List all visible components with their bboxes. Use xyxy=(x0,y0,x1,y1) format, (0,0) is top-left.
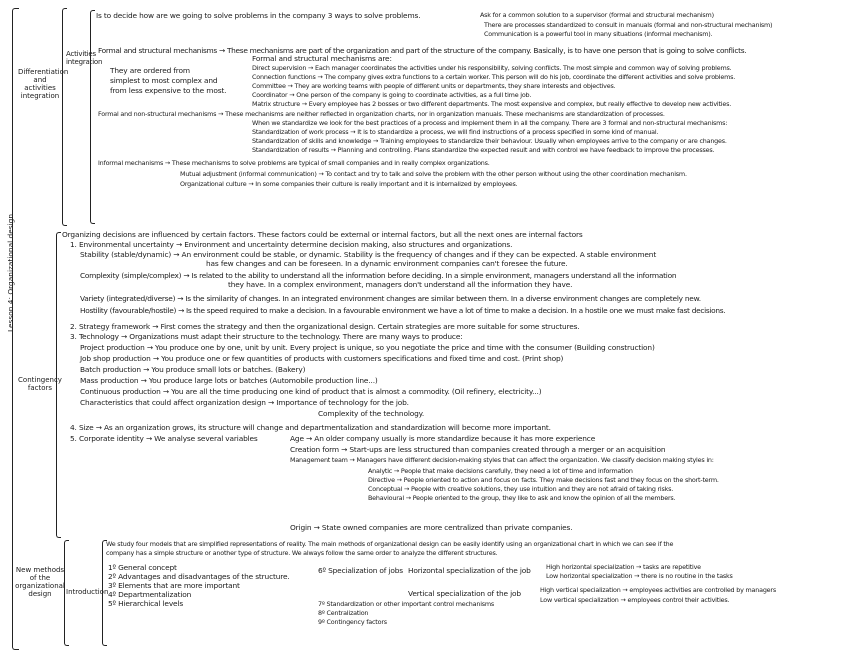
note-line: When we standardize we look for the best practices of a process and implement them in all the company. There are 3 formal and non-structural mechanisms: xyxy=(252,119,728,127)
note-line: they have. In a complex environment, managers don't understand all the information they have. xyxy=(228,280,573,289)
note-line: Variety (integrated/diverse) → Is the similarity of changes. In an integrated environment changes are similar between them. In a diverse environment changes are completely new. xyxy=(80,294,701,303)
note-line: Connection functions → The company gives extra functions to a certain worker. This person will do his job, coordinate the different activities and solve problems. xyxy=(252,73,736,81)
section-label-differentiation: Differentiation and activities integration xyxy=(18,68,69,100)
note-line: 3º Elements that are more important xyxy=(108,581,240,590)
note-line: Formal and structural mechanisms are: xyxy=(252,54,392,63)
note-line: Informal mechanisms → These mechanisms to solve problems are typical of small companies and in really complex organizations. xyxy=(98,159,490,167)
note-line: 2. Strategy framework → First comes the strategy and then the organizational design. Certain strategies are more suitable for some structures. xyxy=(70,322,580,331)
note-line: Organizational culture → In some companies their culture is really important and it is internalized by employees. xyxy=(180,180,518,188)
note-line: Committee → They are working teams with people of different units or departments, they share interests and objectives. xyxy=(252,82,616,90)
note-line: We study four models that are simplified representations of reality. The main methods of organizational design can be easily identify using an organizational chart in which we can see if the xyxy=(106,540,674,548)
note-line: They are ordered from xyxy=(110,66,190,75)
note-line: Complexity (simple/complex) → Is related to the ability to understand all the information before deciding. In a simple environment, managers understand all the information xyxy=(80,271,677,280)
note-line: Formal and structural mechanisms → These mechanisms are part of the organization and part of the structure of the company. Basically, is to have one person that is going to solve conflicts. xyxy=(98,46,747,55)
note-line: Origin → State owned companies are more centralized than private companies. xyxy=(290,523,573,532)
differentiation-brace xyxy=(62,8,67,226)
note-line: 3. Technology → Organizations must adapt their structure to the technology. There are many ways to produce: xyxy=(70,332,463,341)
note-line: Job shop production → You produce one or few quantities of products with customers specifications and fixed time and cost. (Print shop) xyxy=(80,354,564,363)
note-line: Communication is a powerful tool in many situations (informal mechanism). xyxy=(484,30,713,38)
note-line: Creation form → Start-ups are less structured than companies created through a merger or an acquisition xyxy=(290,445,666,454)
note-line: Hostility (favourable/hostile) → Is the speed required to make a decision. In a favourable environment we have a lot of time to make a decision. In a hostile one we must make fast decisions. xyxy=(80,306,726,315)
note-line: Batch production → You produce small lots or batches. (Bakery) xyxy=(80,365,306,374)
note-line: from less expensive to the most. xyxy=(110,86,227,95)
note-line: company has a simple structure or another type of structure. We always follow the same order to analyze the different structures. xyxy=(106,549,498,557)
section-label-introduction: Introduction xyxy=(66,588,109,596)
note-line: Continuous production → You are all the time producing one kind of product that is almost a commodity. (Oil refinery, electricity...) xyxy=(80,387,542,396)
note-line: High horizontal specialization → tasks are repetitive xyxy=(546,563,701,571)
note-line: Behavioural → People oriented to the group, they like to ask and know the opinion of all the members. xyxy=(368,494,676,502)
note-line: Standardization of work process → It is to standardize a process, we will find instructions of a process specified in some kind of manual. xyxy=(252,128,659,136)
note-line: Conceptual → People with creative solutions, they use intuition and they are not afraid of taking risks. xyxy=(368,485,674,493)
note-line: Low horizontal specialization → there is no routine in the tasks xyxy=(546,572,733,580)
note-line: 1. Environmental uncertainty → Environment and uncertainty determine decision making, also structures and organizations. xyxy=(70,240,513,249)
lesson-title: Lesson 4: Organizational design xyxy=(6,213,15,332)
note-line: 5º Hierarchical levels xyxy=(108,599,184,608)
section-label-activities-integration: Activities integration xyxy=(66,50,103,66)
note-line: Is to decide how are we going to solve problems in the company 3 ways to solve problems. xyxy=(96,11,421,20)
note-line: Direct supervision → Each manager coordinates the activities under his responsibility, solving conflicts. The most simple and common way of solving problems. xyxy=(252,64,732,72)
note-line: Complexity of the technology. xyxy=(318,409,425,418)
activities-brace xyxy=(90,10,95,224)
note-line: 4º Departmentalization xyxy=(108,590,192,599)
note-line: Standardization of results → Planning and controlling. Plans standardize the expected result and with control we have feedback to improve the processes. xyxy=(252,146,715,154)
note-line: Standardization of skills and knowledge → Training employees to standardize their behaviour. Usually when employees arrive to the company or are changes. xyxy=(252,137,727,145)
note-line: 9º Contingency factors xyxy=(318,618,387,626)
note-line: 8º Centralization xyxy=(318,609,369,617)
note-line: Formal and non-structural mechanisms → These mechanisms are neither reflected in organization charts, nor in organization manuals. These mechanisms are standardization of processes. xyxy=(98,110,665,118)
note-line: Age → An older company usually is more standardize because it has more experience xyxy=(290,434,596,443)
note-line: 1º General concept xyxy=(108,563,177,572)
note-line: Characteristics that could affect organization design → Importance of technology for the job. xyxy=(80,398,409,407)
note-line: 4. Size → As an organization grows, its structure will change and departmentalization and standardization will become more important. xyxy=(70,423,551,432)
lesson-brace xyxy=(12,8,19,650)
note-line: Low vertical specialization → employees control their activities. xyxy=(540,596,730,604)
note-line: has few changes and can be foreseen. In a dynamic environment companies can't foresee the future. xyxy=(206,259,568,268)
note-line: 6º Specialization of jobs xyxy=(318,566,403,575)
note-line: 7º Standardization or other important control mechanisms xyxy=(318,600,495,608)
note-line: Management team → Managers have different decision-making styles that can affect the organization. We classify decision making styles in: xyxy=(290,456,714,464)
note-line: Mutual adjustment (informal communication) → To contact and try to talk and solve the problem with the other person without using the other coordination mechanism. xyxy=(180,170,687,178)
note-line: Stability (stable/dynamic) → An environment could be stable, or dynamic. Stability is the frequency of changes and if they can be expected. A stable environment xyxy=(80,250,657,259)
note-line: Directive → People oriented to action and focus on facts. They make decisions fast and they focus on the short-term. xyxy=(368,476,719,484)
note-line: High vertical specialization → employees activities are controlled by managers xyxy=(540,586,776,594)
note-line: Vertical specialization of the job xyxy=(408,589,521,598)
note-line: There are processes standardized to consult in manuals (formal and non-structural mechanism) xyxy=(484,21,773,29)
note-line: Matrix structure → Every employee has 2 bosses or two different departments. The most expensive and complex, but really effective to develop new activities. xyxy=(252,100,732,108)
note-line: Mass production → You produce large lots or batches (Automobile production line...) xyxy=(80,376,378,385)
note-line: Analytic → People that make decisions carefully, they need a lot of time and information xyxy=(368,467,633,475)
note-line: 2º Advantages and disadvantages of the structure. xyxy=(108,572,290,581)
section-label-new-methods: New methods of the organizational design xyxy=(15,566,65,598)
section-label-contingency: Contingency factors xyxy=(18,376,62,392)
note-line: Coordinator → One person of the company is going to coordinate activities, as a full time job. xyxy=(252,91,532,99)
note-line: Project production → You produce one by one, unit by unit. Every project is unique, so you negotiate the price and time with the consumer (Building construction) xyxy=(80,343,655,352)
note-line: Horizontal specialization of the job xyxy=(408,566,531,575)
note-line: 5. Corporate identity → We analyse several variables xyxy=(70,434,258,443)
note-line: Organizing decisions are influenced by certain factors. These factors could be external or internal factors, but all the next ones are internal factors xyxy=(62,230,583,239)
note-line: simplest to most complex and xyxy=(110,76,218,85)
note-line: Ask for a common solution to a supervisor (formal and structural mechanism) xyxy=(480,11,714,19)
contingency-brace xyxy=(56,232,61,538)
